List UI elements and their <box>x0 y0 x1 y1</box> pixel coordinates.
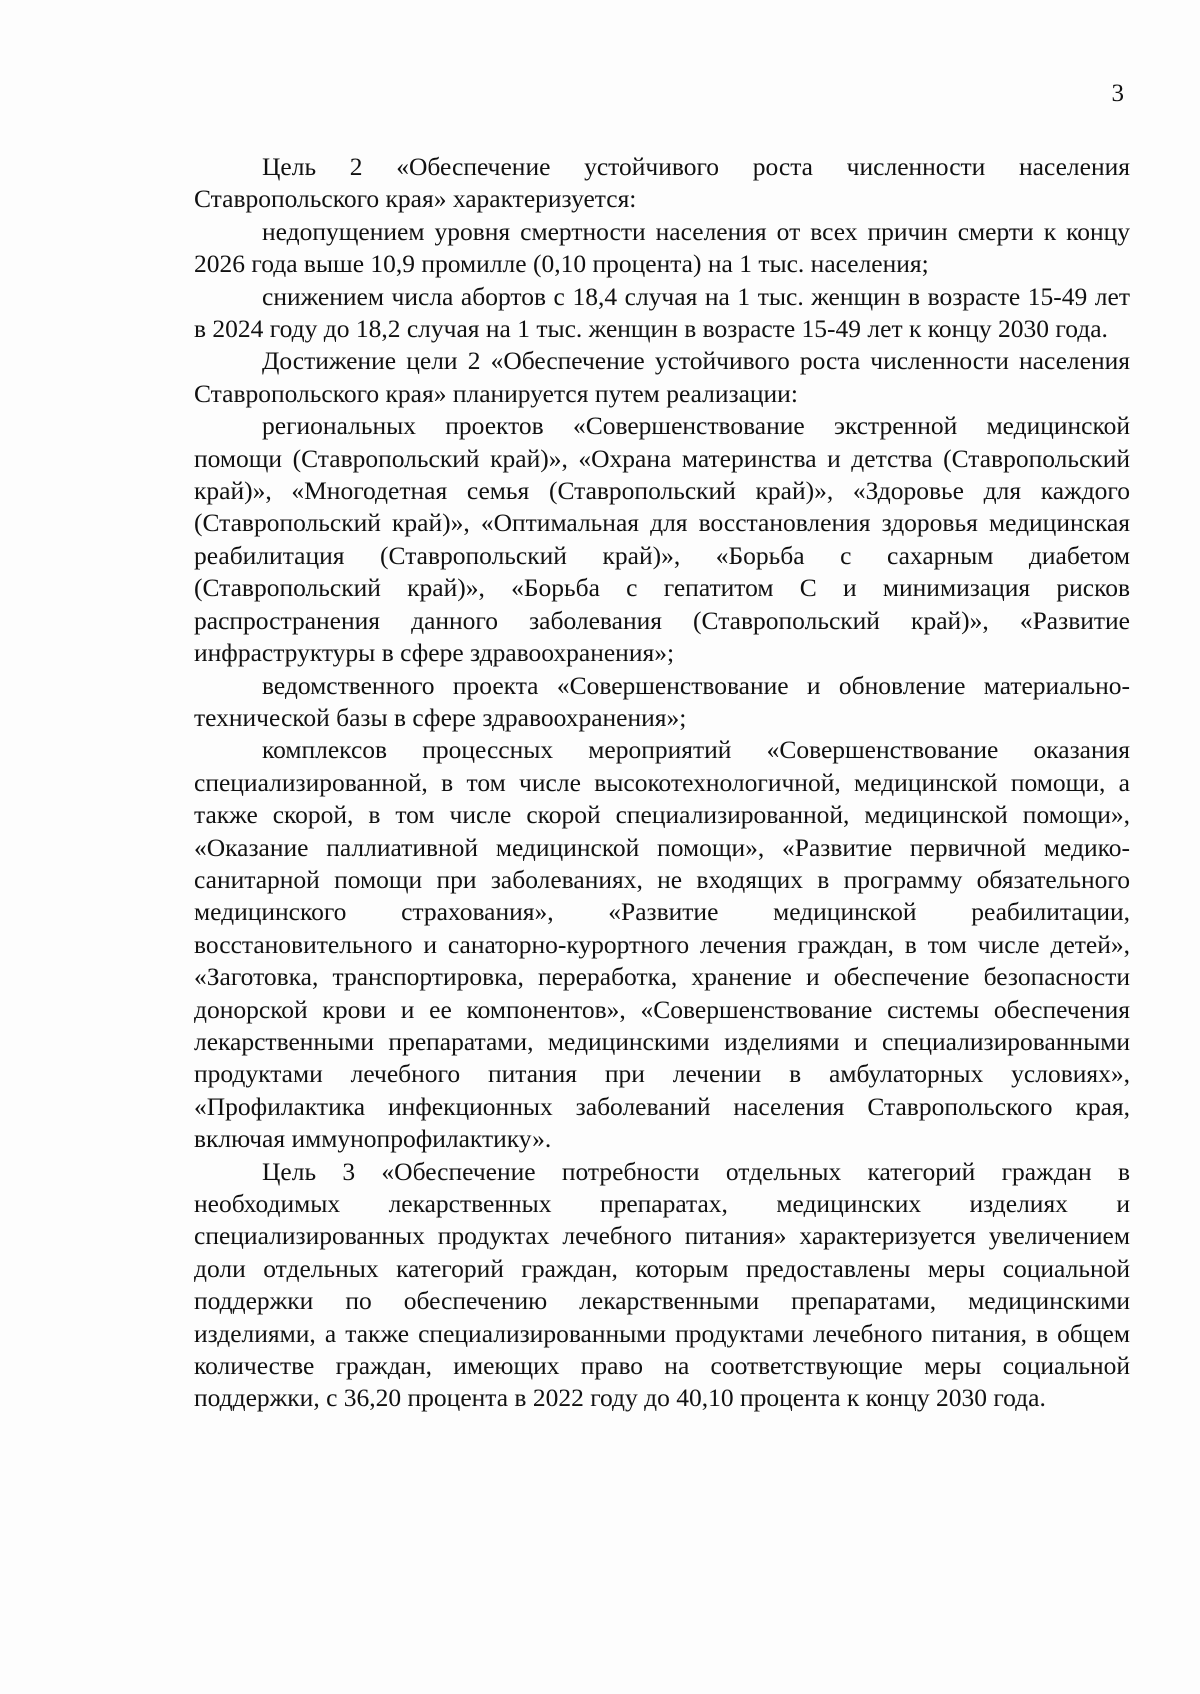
paragraph-departmental-project: ведомственного проекта «Совершенствование и обновление материально-технической базы в сфере здравоохранения»; <box>194 670 1130 732</box>
paragraph-regional-projects: региональных проектов «Совершенствование экстренной медицинской помощи (Ставропольский край)», «Охрана материнства и детства (Ставропольский край)», «Многодетная семья (Ставропольский край)», «Здоровье для каждого (Ставропольский край)», «Оптимальная для восстановления здоровья медицинская реабилитация (Ставропольский край)», «Борьба с сахарным диабетом (Ставропольский край)», «Борьба с гепатитом С и минимизация рисков распространения данного заболевания (Ставропольский край)», «Развитие инфраструктуры в сфере здравоохранения»; <box>194 411 1130 668</box>
paragraph-mortality: недопущением уровня смертности населения от всех причин смерти к концу 2026 года выше 10,9 промилле (0,10 процента) на 1 тыс. населения; <box>194 216 1130 279</box>
paragraph-goal-3: Цель 3 «Обеспечение потребности отдельных категорий граждан в необходимых лекарственных препаратах, медицинских изделиях и специализированных продуктах лечебного питания» характеризуется увеличением доли отдельных категорий граждан, которым предоставлены меры социальной поддержки по обеспечению лекарственными препаратами, медицинскими изделиями, а также специализированными продуктами лечебного питания, в общем количестве граждан, имеющих право на соответствующие меры социальной поддержки, с 36,20 процента в 2022 году до 40,10 процента к концу 2030 года. <box>194 1156 1130 1413</box>
paragraph-abortions: снижением числа абортов с 18,4 случая на 1 тыс. женщин в возрасте 15-49 лет в 2024 году до 18,2 случая на 1 тыс. женщин в возрасте 15-49 лет к концу 2030 года. <box>194 281 1130 344</box>
document-body <box>194 151 1130 1415</box>
paragraph-goal-2-achievement: Достижение цели 2 «Обеспечение устойчивого роста численности населения Ставропольского края» планируется путем реализации: <box>194 346 1130 408</box>
paragraph-process-measures: комплексов процессных мероприятий «Совершенствование оказания специализированной, в том числе высокотехнологичной, медицинской помощи, а также скорой, в том числе скорой специализированной, медицинской помощи», «Оказание паллиативной медицинской помощи», «Развитие первичной медико-санитарной помощи при заболеваниях, не входящих в программу обязательного медицинского страхования», «Развитие медицинской реабилитации, восстановительного и санаторно-курортного лечения граждан, в том числе детей», «Заготовка, транспортировка, переработка, хранение и обеспечение безопасности донорской крови и ее компонентов», «Совершенствование системы обеспечения лекарственными препаратами, медицинскими изделиями и специализированными продуктами лечебного питания при лечении в амбулаторных условиях», «Профилактика инфекционных заболеваний населения Ставропольского края, включая иммунопрофилактику». <box>194 735 1130 1154</box>
page-number: 3 <box>1111 80 1124 107</box>
paragraph-goal-2: Цель 2 «Обеспечение устойчивого роста численности населения Ставропольского края» характеризуется: <box>194 152 1130 214</box>
